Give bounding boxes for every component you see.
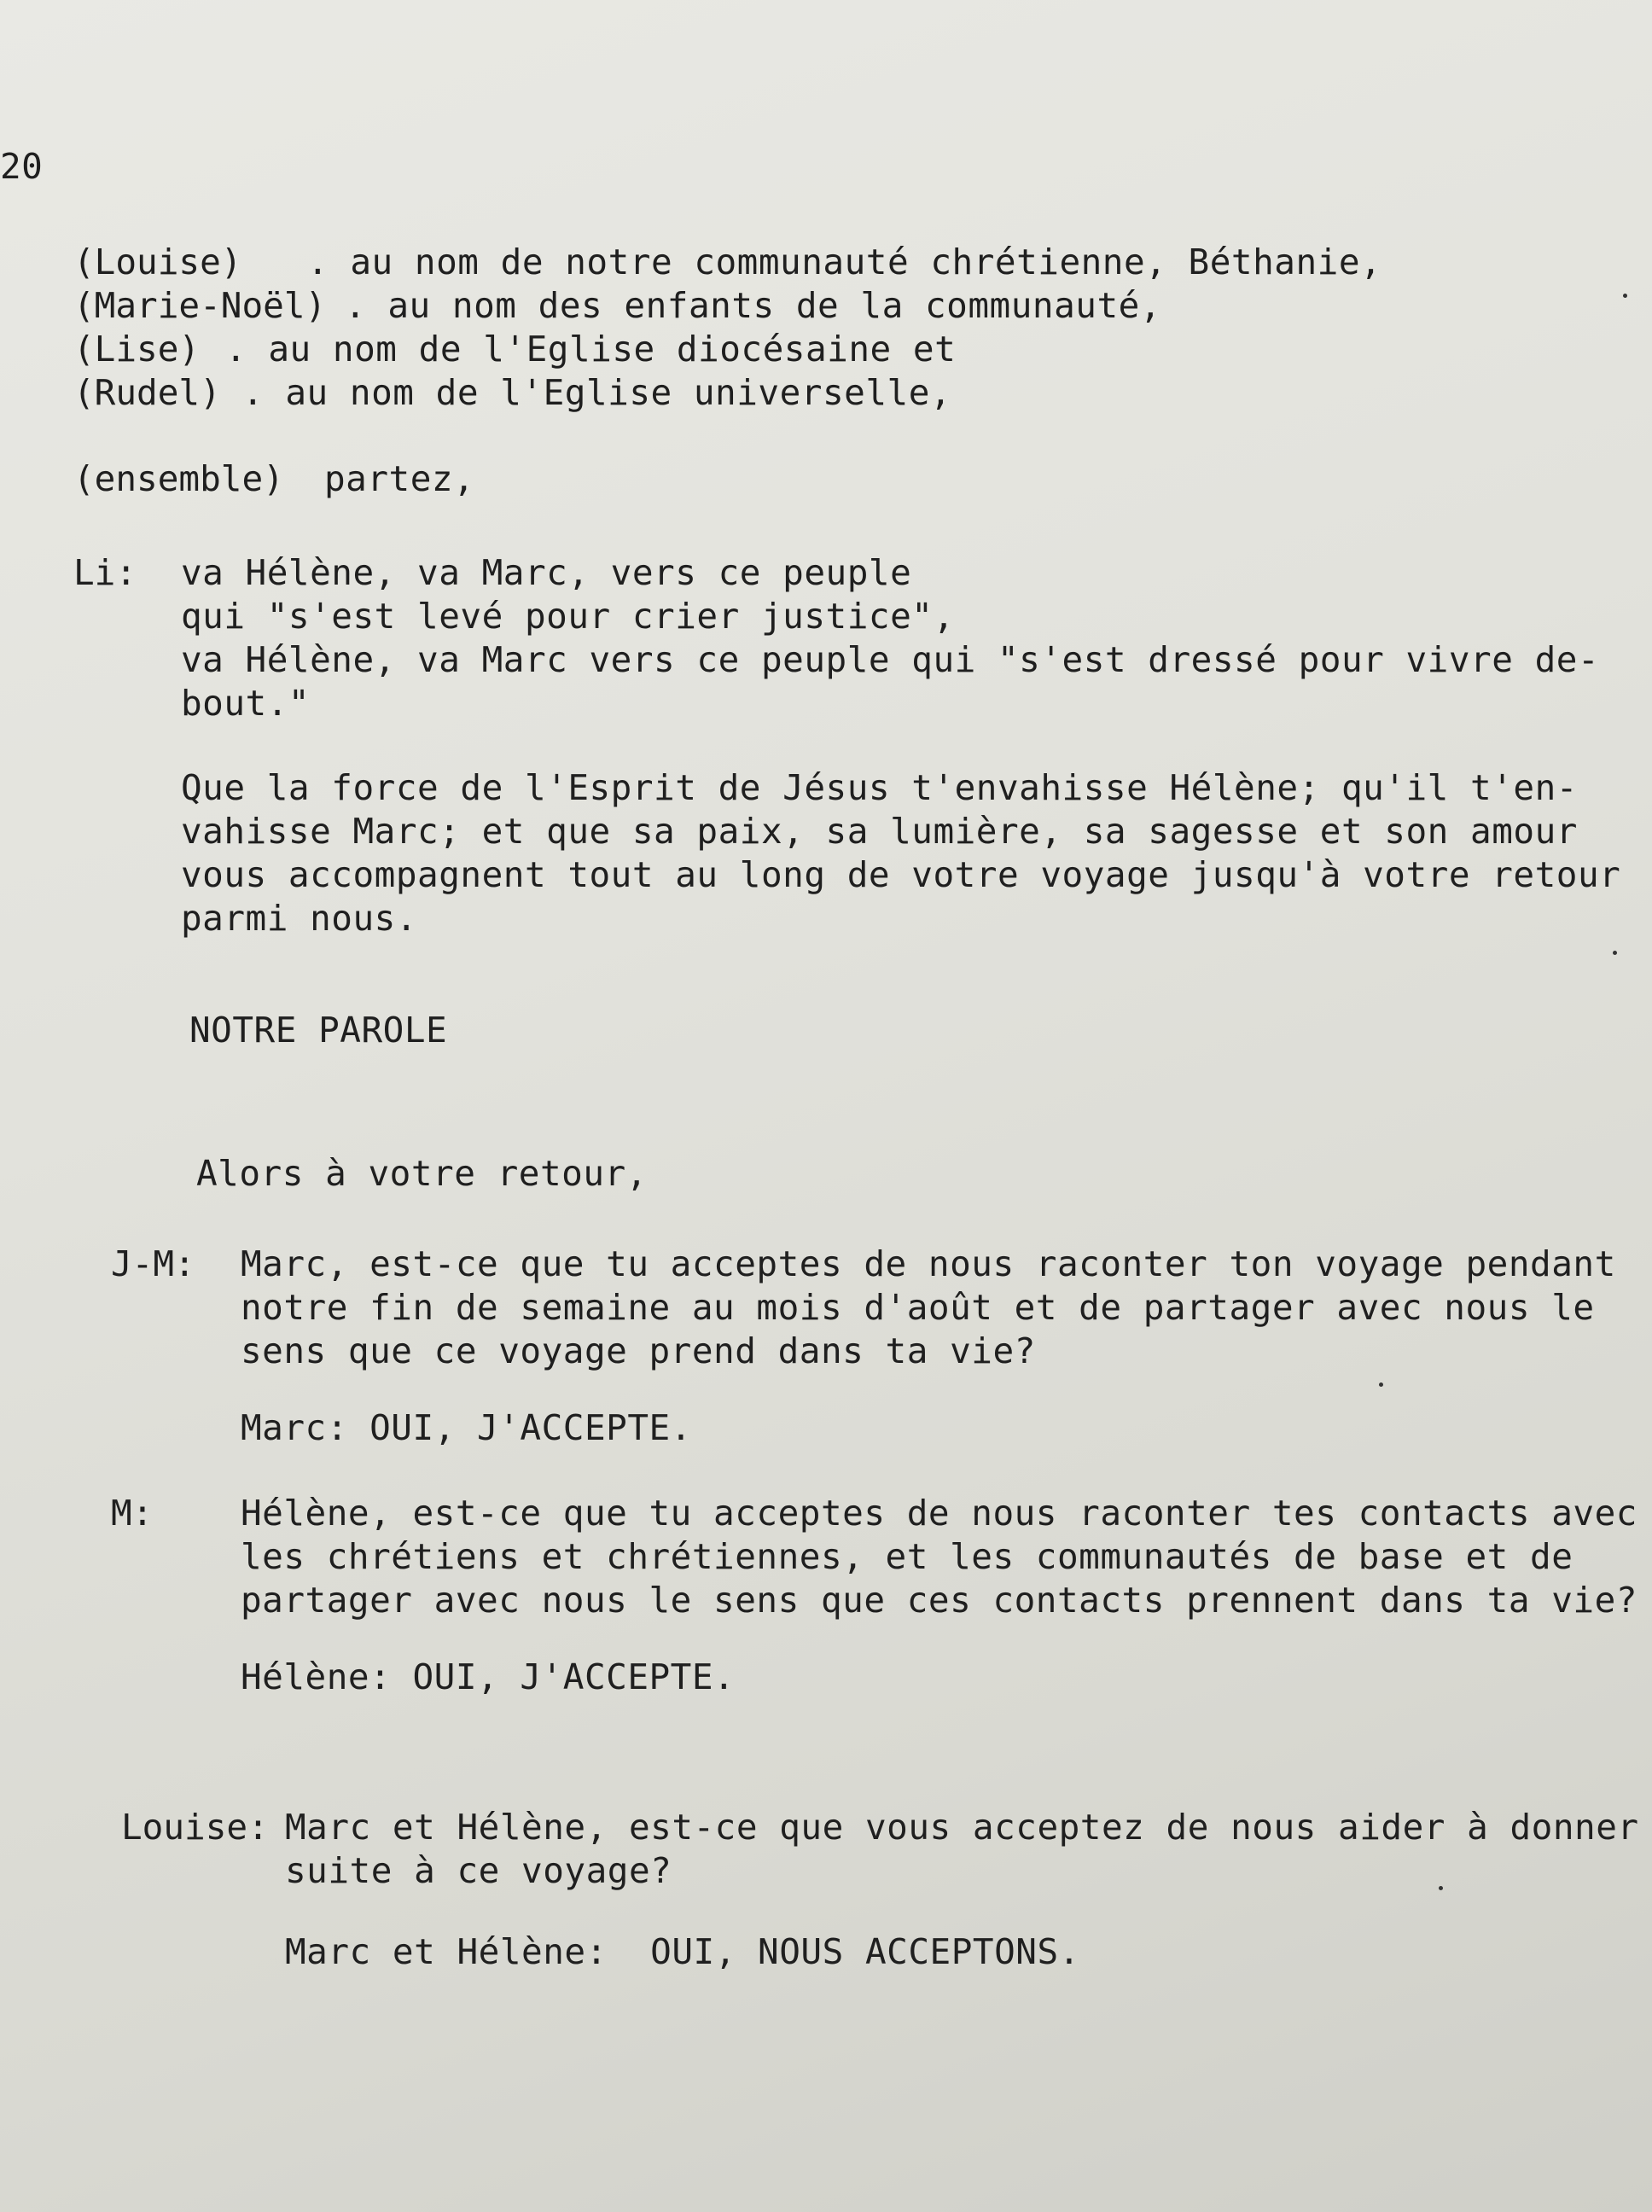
jm-line: sens que ce voyage prend dans ta vie? — [241, 1330, 1036, 1371]
li-line: bout." — [181, 683, 311, 724]
prayer-line: vous accompagnent tout au long de votre voyage jusqu'à votre retour — [181, 854, 1621, 895]
speaker-marie-noel: (Marie-Noël) — [73, 285, 327, 326]
prayer-line: parmi nous. — [181, 898, 418, 939]
speaker-m: M: — [111, 1493, 154, 1534]
section-heading: NOTRE PAROLE — [189, 1010, 448, 1051]
louise-line: Marc et Hélène, est-ce que vous acceptez de nous aider à donner — [285, 1807, 1639, 1848]
offering-line: . au nom de l'Eglise diocésaine et — [225, 329, 957, 370]
offering-line: . au nom de notre communauté chrétienne, Béthanie, — [307, 242, 1382, 282]
prayer-line: vahisse Marc; et que sa paix, sa lumière, sa sagesse et son amour — [181, 811, 1578, 852]
m-response: Hélène: OUI, J'ACCEPTE. — [241, 1656, 736, 1697]
speaker-rudel: (Rudel) — [73, 372, 221, 413]
li-line: va Hélène, va Marc, vers ce peuple — [181, 552, 912, 593]
m-line: partager avec nous le sens que ces contacts prennent dans ta vie? — [241, 1580, 1637, 1621]
paper-speck — [1439, 1886, 1443, 1890]
m-line: Hélène, est-ce que tu acceptes de nous raconter tes contacts avec — [241, 1493, 1637, 1534]
m-line: les chrétiens et chrétiennes, et les communautés de base et de — [241, 1536, 1573, 1577]
prayer-line: Que la force de l'Esprit de Jésus t'envahisse Hélène; qu'il t'en- — [181, 767, 1578, 808]
paper-speck — [1613, 951, 1617, 955]
speaker-lise: (Lise) — [73, 329, 201, 370]
li-line: va Hélène, va Marc vers ce peuple qui "s'est dressé pour vivre de- — [181, 639, 1600, 680]
paper-speck — [1623, 294, 1627, 298]
speaker-li: Li: — [73, 552, 137, 593]
speaker-louise-final: Louise: — [121, 1807, 269, 1848]
jm-line: Marc, est-ce que tu acceptes de nous raconter ton voyage pendant — [241, 1243, 1616, 1284]
jm-line: notre fin de semaine au mois d'août et de partager avec nous le — [241, 1287, 1595, 1328]
jm-response: Marc: OUI, J'ACCEPTE. — [241, 1407, 692, 1448]
offering-line: . au nom de l'Eglise universelle, — [242, 372, 952, 413]
intro-line: Alors à votre retour, — [196, 1153, 648, 1194]
li-line: qui "s'est levé pour crier justice", — [181, 596, 955, 637]
speaker-jm: J-M: — [111, 1243, 195, 1284]
ensemble-line: partez, — [324, 458, 475, 499]
louise-response: Marc et Hélène: OUI, NOUS ACCEPTONS. — [285, 1931, 1080, 1972]
page-number: 20 — [0, 146, 44, 187]
paper-speck — [1379, 1382, 1383, 1387]
louise-line: suite à ce voyage? — [285, 1850, 672, 1891]
speaker-ensemble: (ensemble) — [73, 458, 284, 499]
offering-line: . au nom des enfants de la communauté, — [345, 285, 1161, 326]
speaker-louise: (Louise) — [73, 242, 242, 282]
